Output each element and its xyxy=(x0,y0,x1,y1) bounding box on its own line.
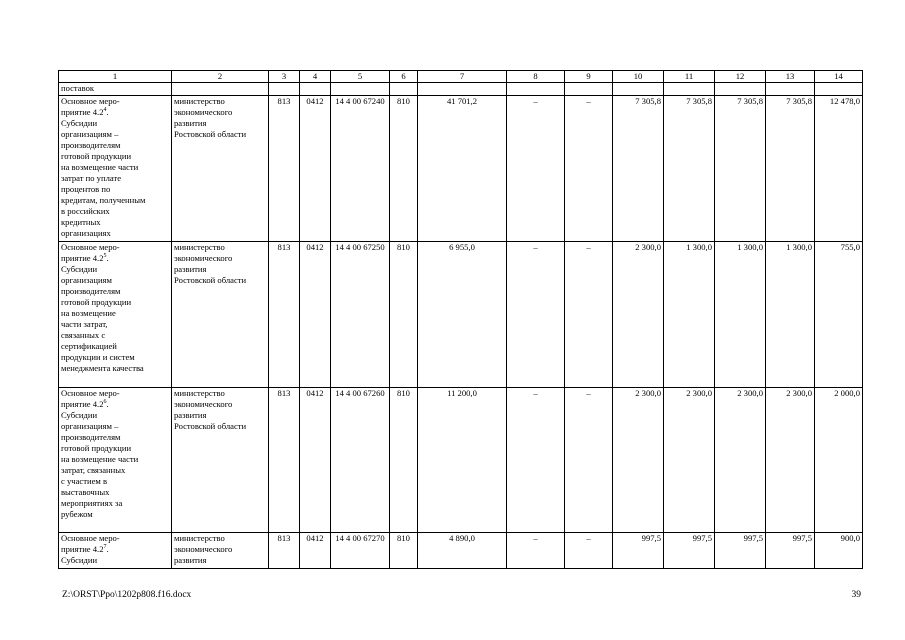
table-row xyxy=(59,96,863,242)
measure-title xyxy=(59,388,172,533)
executor: министерство экономического развития xyxy=(172,533,269,569)
header-cell: 11 xyxy=(664,71,715,83)
rzpr-code: 0412 xyxy=(300,242,331,388)
year-value: 1 300,0 xyxy=(664,242,715,388)
year-value: 2 300,0 xyxy=(664,388,715,533)
budget-table xyxy=(58,70,863,569)
grbs-code: 813 xyxy=(269,96,300,242)
table-row xyxy=(59,533,863,569)
measure-title xyxy=(59,242,172,388)
csr-code: 14 4 00 67250 xyxy=(331,242,390,388)
vr-code: 810 xyxy=(390,96,418,242)
measure-title xyxy=(59,533,172,569)
year-value: – xyxy=(565,388,613,533)
year-value: 2 300,0 xyxy=(715,388,766,533)
header-cell: 5 xyxy=(331,71,390,83)
year-value: 2 300,0 xyxy=(766,388,815,533)
year-value: 997,5 xyxy=(664,533,715,569)
footnote-mark: 4 xyxy=(103,107,107,114)
vr-code: 810 xyxy=(390,242,418,388)
table-row xyxy=(59,388,863,533)
footnote-mark: 6 xyxy=(103,399,107,406)
table-row xyxy=(59,242,863,388)
year-value: 900,0 xyxy=(815,533,863,569)
measure-title-lead: Основное меро- приятие 4.2 xyxy=(61,388,120,409)
header-cell: 12 xyxy=(715,71,766,83)
year-value: 1 300,0 xyxy=(715,242,766,388)
csr-code: 14 4 00 67270 xyxy=(331,533,390,569)
year-value: 7 305,8 xyxy=(613,96,664,242)
total-value: 11 200,0 xyxy=(418,388,507,533)
header-cell: 14 xyxy=(815,71,863,83)
measure-title-lead: Основное меро- приятие 4.2 xyxy=(61,242,120,263)
year-value: 755,0 xyxy=(815,242,863,388)
measure-title-lead: Основное меро- приятие 4.2 xyxy=(61,533,120,554)
year-value: 7 305,8 xyxy=(766,96,815,242)
measure-title-rest: . Субсидии организациям – производителям готовой продукции на возмещение части затрат, связанных с участием в выставочных мероприятиях за рубежом xyxy=(61,399,139,519)
year-value: 2 300,0 xyxy=(613,242,664,388)
measure-title-rest: . Субсидии организациям – производителям готовой продукции на возмещение части затрат по уплате процентов по кредитам, полученным в российских кредитных организациях xyxy=(61,107,146,238)
header-cell: 3 xyxy=(269,71,300,83)
grbs-code: 813 xyxy=(269,533,300,569)
year-value: – xyxy=(507,96,565,242)
csr-code: 14 4 00 67240 xyxy=(331,96,390,242)
year-value: – xyxy=(507,242,565,388)
grbs-code: 813 xyxy=(269,242,300,388)
rzpr-code: 0412 xyxy=(300,96,331,242)
header-cell: 10 xyxy=(613,71,664,83)
year-value: – xyxy=(507,533,565,569)
measure-title-rest: . Субсидии организациям производителям готовой продукции на возмещение части затрат, связанных с сертификацией продукции и систем менеджмента качества xyxy=(61,253,144,373)
continuation-text: поставок xyxy=(59,83,172,96)
header-cell: 8 xyxy=(507,71,565,83)
year-value: 7 305,8 xyxy=(715,96,766,242)
page-number: 39 xyxy=(851,590,861,600)
total-value: 41 701,2 xyxy=(418,96,507,242)
footnote-mark: 7 xyxy=(103,544,107,551)
header-cell: 13 xyxy=(766,71,815,83)
csr-code: 14 4 00 67260 xyxy=(331,388,390,533)
year-value: 2 000,0 xyxy=(815,388,863,533)
rzpr-code: 0412 xyxy=(300,533,331,569)
executor: министерство экономического развития Ростовской области xyxy=(172,242,269,388)
year-value: – xyxy=(565,242,613,388)
executor: министерство экономического развития Ростовской области xyxy=(172,96,269,242)
measure-title-lead: Основное меро- приятие 4.2 xyxy=(61,96,120,117)
executor: министерство экономического развития Ростовской области xyxy=(172,388,269,533)
year-value: – xyxy=(565,96,613,242)
header-cell: 9 xyxy=(565,71,613,83)
year-value: 2 300,0 xyxy=(613,388,664,533)
year-value: – xyxy=(565,533,613,569)
year-value: 7 305,8 xyxy=(664,96,715,242)
file-path: Z:\ORST\Ppo\1202p808.f16.docx xyxy=(62,590,192,600)
year-value: 1 300,0 xyxy=(766,242,815,388)
header-cell: 6 xyxy=(390,71,418,83)
grbs-code: 813 xyxy=(269,388,300,533)
year-value: 997,5 xyxy=(715,533,766,569)
total-value: 4 890,0 xyxy=(418,533,507,569)
year-value: 997,5 xyxy=(766,533,815,569)
total-value: 6 955,0 xyxy=(418,242,507,388)
vr-code: 810 xyxy=(390,388,418,533)
year-value: 12 478,0 xyxy=(815,96,863,242)
measure-title xyxy=(59,96,172,242)
continuation-row xyxy=(59,83,863,96)
header-cell: 7 xyxy=(418,71,507,83)
vr-code: 810 xyxy=(390,533,418,569)
table-header-row xyxy=(59,71,863,83)
year-value: 997,5 xyxy=(613,533,664,569)
year-value: – xyxy=(507,388,565,533)
header-cell: 2 xyxy=(172,71,269,83)
measure-title-rest: . Субсидии xyxy=(61,544,109,565)
header-cell: 1 xyxy=(59,71,172,83)
footnote-mark: 5 xyxy=(103,253,107,260)
rzpr-code: 0412 xyxy=(300,388,331,533)
header-cell: 4 xyxy=(300,71,331,83)
